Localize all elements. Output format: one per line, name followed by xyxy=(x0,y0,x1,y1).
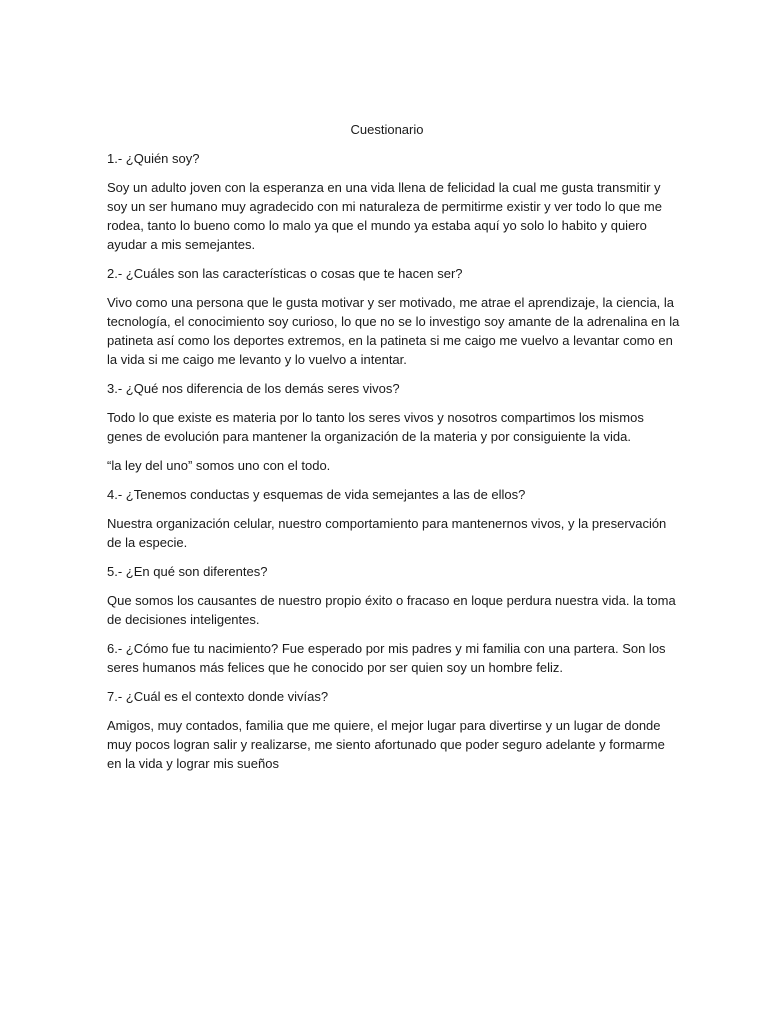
text-line: Nuestra organización celular, nuestro comportamiento para mantenernos vivos, y la preservación xyxy=(107,516,667,531)
text-line: 4.- ¿Tenemos conductas y esquemas de vida semejantes a las de ellos? xyxy=(107,487,526,502)
text-line: 6.- ¿Cómo fue tu nacimiento? Fue esperado por mis padres y mi familia con una partera. Son los xyxy=(107,641,666,656)
document-body xyxy=(107,149,680,773)
text-line: en la vida y lograr mis sueños xyxy=(107,756,279,771)
text-line: la vida si me caigo me levanto y lo vuelvo a intentar. xyxy=(107,352,407,367)
question-heading xyxy=(107,562,667,581)
text-line: “la ley del uno” somos uno con el todo. xyxy=(107,458,331,473)
question-heading xyxy=(107,149,667,168)
question-heading xyxy=(107,687,667,706)
text-line: patineta así como los deportes extremos, en la patineta si me caigo me vuelvo a levantar como en xyxy=(107,333,673,348)
answer-paragraph xyxy=(107,408,667,446)
text-line: Amigos, muy contados, familia que me quiere, el mejor lugar para divertirse y un lugar de donde xyxy=(107,718,661,733)
text-line: Soy un adulto joven con la esperanza en una vida llena de felicidad la cual me gusta transmitir y xyxy=(107,180,661,195)
text-line: 3.- ¿Qué nos diferencia de los demás seres vivos? xyxy=(107,381,400,396)
text-line: de decisiones inteligentes. xyxy=(107,612,260,627)
text-line: ayudar a mis semejantes. xyxy=(107,237,256,252)
document-title: Cuestionario xyxy=(350,122,424,137)
text-line: 1.- ¿Quién soy? xyxy=(107,151,200,166)
text-line: 5.- ¿En qué son diferentes? xyxy=(107,564,268,579)
text-line: Vivo como una persona que le gusta motivar y ser motivado, me atrae el aprendizaje, la ciencia, la xyxy=(107,295,675,310)
question-heading xyxy=(107,485,667,504)
text-line: Que somos los causantes de nuestro propio éxito o fracaso en loque perdura nuestra vida. la toma xyxy=(107,593,676,608)
answer-paragraph xyxy=(107,716,667,773)
text-line: de la especie. xyxy=(107,535,188,550)
question-heading xyxy=(107,264,667,283)
text-line: rodea, tanto lo bueno como lo malo ya que el mundo ya estaba aquí yo solo lo habito y quiero xyxy=(107,218,647,233)
text-line: seres humanos más felices que he conocido por ser quien soy un hombre feliz. xyxy=(107,660,563,675)
text-line: Todo lo que existe es materia por lo tanto los seres vivos y nosotros compartimos los mismos xyxy=(107,410,644,425)
document-page xyxy=(107,120,680,783)
answer-paragraph xyxy=(107,293,680,369)
answer-paragraph xyxy=(107,456,667,475)
answer-paragraph xyxy=(107,639,667,677)
text-line: genes de evolución para mantener la organización de la materia y por consiguiente la vida. xyxy=(107,429,631,444)
text-line: tecnología, el conocimiento soy curioso, lo que no se lo investigo soy amante de la adrenalina en la xyxy=(107,314,680,329)
text-line: 2.- ¿Cuáles son las características o cosas que te hacen ser? xyxy=(107,266,463,281)
answer-paragraph xyxy=(107,178,667,254)
answer-paragraph xyxy=(107,514,667,552)
question-heading xyxy=(107,379,667,398)
text-line: 7.- ¿Cuál es el contexto donde vivías? xyxy=(107,689,329,704)
answer-paragraph xyxy=(107,591,676,629)
text-line: muy pocos logran salir y realizarse, me siento afortunado que poder seguro adelante y formarme xyxy=(107,737,665,752)
text-line: soy un ser humano muy agradecido con mi naturaleza de permitirme existir y ver todo lo que me xyxy=(107,199,662,214)
